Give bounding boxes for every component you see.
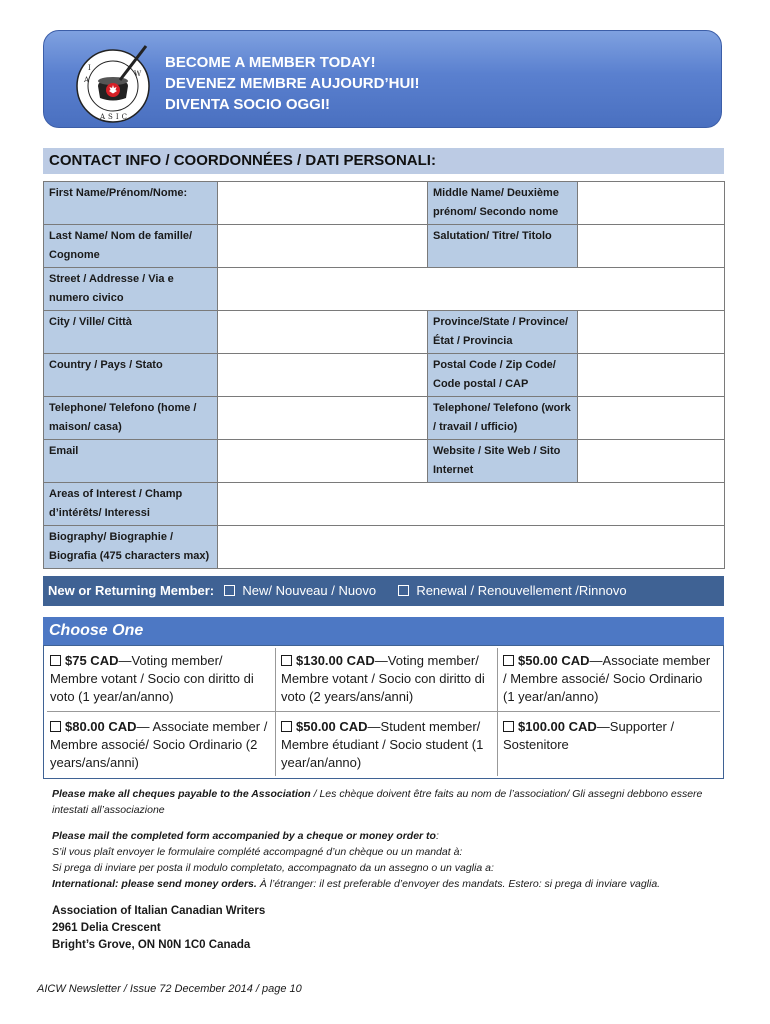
aicw-logo bbox=[70, 40, 156, 126]
mail-instructions bbox=[52, 828, 722, 892]
option-description: — Associate member / Membre associé/ Socio Ordinario (2 years/ans/anni) bbox=[50, 719, 268, 770]
mailing-address bbox=[52, 903, 265, 954]
telephone-home-field[interactable] bbox=[218, 397, 428, 440]
mail-note-fr: S’il vous plaît envoyer le formulaire complété accompagné d’un chèque ou un mandat à: bbox=[52, 846, 463, 858]
header-text bbox=[165, 52, 419, 115]
option-price: $80.00 CAD bbox=[65, 719, 137, 734]
option-checkbox[interactable] bbox=[503, 655, 514, 666]
member-type-label: New or Returning Member: bbox=[48, 583, 215, 598]
interests-field[interactable] bbox=[218, 483, 725, 526]
option-130-voting-2yr[interactable] bbox=[277, 648, 497, 710]
member-type-bar bbox=[43, 576, 724, 606]
svg-text:W: W bbox=[134, 70, 142, 78]
option-50-associate-1yr[interactable] bbox=[499, 648, 721, 710]
city-label: City / Ville/ Città bbox=[44, 311, 218, 354]
middle-name-label: Middle Name/ Deuxième prénom/ Secondo nome bbox=[428, 182, 578, 225]
last-name-field[interactable] bbox=[218, 225, 428, 268]
cheque-note-rest: / Les chèque doivent être faits au nom de l’association/ Gli assegni debbono essere intestati all’associazione bbox=[52, 788, 703, 816]
option-description: —Associate member / Membre associé/ Socio Ordinario (1 year/an/anno) bbox=[503, 653, 711, 704]
mail-note-bold: Please mail the completed form accompanied by a cheque or money order to bbox=[52, 830, 436, 842]
salutation-label: Salutation/ Titre/ Titolo bbox=[428, 225, 578, 268]
svg-text:A: A bbox=[84, 76, 90, 84]
country-field[interactable] bbox=[218, 354, 428, 397]
page-footer: AICW Newsletter / Issue 72 December 2014 / page 10 bbox=[37, 983, 302, 995]
first-name-label: First Name/Prénom/Nome: bbox=[44, 182, 218, 225]
address-line-3: Bright’s Grove, ON N0N 1C0 Canada bbox=[52, 939, 251, 951]
biography-field[interactable] bbox=[218, 526, 725, 569]
province-label: Province/State / Province/ État / Provincia bbox=[428, 311, 578, 354]
cheque-payable-note bbox=[52, 786, 722, 818]
header-line-it: DIVENTA SOCIO OGGI! bbox=[165, 96, 331, 113]
payment-instructions bbox=[52, 786, 722, 892]
postal-code-label: Postal Code / Zip Code/ Code postal / CAP bbox=[428, 354, 578, 397]
option-50-student-1yr[interactable] bbox=[277, 714, 497, 776]
city-field[interactable] bbox=[218, 311, 428, 354]
telephone-work-label: Telephone/ Telefono (work / travail / ufficio) bbox=[428, 397, 578, 440]
option-price: $75 CAD bbox=[65, 653, 119, 668]
website-field[interactable] bbox=[578, 440, 725, 483]
option-description: —Supporter / Sostenitore bbox=[503, 719, 675, 752]
country-label: Country / Pays / Stato bbox=[44, 354, 218, 397]
option-price: $50.00 CAD bbox=[296, 719, 368, 734]
email-field[interactable] bbox=[218, 440, 428, 483]
cheque-note-bold: Please make all cheques payable to the Association bbox=[52, 788, 311, 800]
option-checkbox[interactable] bbox=[281, 655, 292, 666]
option-80-associate-2yr[interactable] bbox=[46, 714, 274, 776]
telephone-home-label: Telephone/ Telefono (home / maison/ casa) bbox=[44, 397, 218, 440]
header-line-en: BECOME A MEMBER TODAY! bbox=[165, 54, 376, 71]
first-name-field[interactable] bbox=[218, 182, 428, 225]
option-price: $50.00 CAD bbox=[518, 653, 590, 668]
interests-label: Areas of Interest / Champ d’intérêts/ Interessi bbox=[44, 483, 218, 526]
address-line-1: Association of Italian Canadian Writers bbox=[52, 905, 266, 917]
header-line-fr: DEVENEZ MEMBRE AUJOURD’HUI! bbox=[165, 75, 420, 92]
salutation-field[interactable] bbox=[578, 225, 725, 268]
option-description: —Student member/ Membre étudiant / Socio student (1 year/an/anno) bbox=[281, 719, 484, 770]
website-label: Website / Site Web / Sito Internet bbox=[428, 440, 578, 483]
contact-section-title: CONTACT INFO / COORDONNÉES / DATI PERSONALI: bbox=[43, 148, 724, 174]
membership-options-grid bbox=[43, 645, 724, 779]
svg-text:ASIC: ASIC bbox=[100, 113, 130, 121]
biography-label: Biography/ Biographie / Biografia (475 characters max) bbox=[44, 526, 218, 569]
new-member-label: New/ Nouveau / Nuovo bbox=[242, 583, 377, 598]
option-75-voting-1yr[interactable] bbox=[46, 648, 274, 710]
option-price: $100.00 CAD bbox=[518, 719, 597, 734]
mail-note-colon: : bbox=[435, 830, 439, 842]
contact-form-table bbox=[43, 181, 725, 569]
middle-name-field[interactable] bbox=[578, 182, 725, 225]
street-field[interactable] bbox=[218, 268, 725, 311]
svg-text:I: I bbox=[88, 64, 91, 72]
intl-note-bold: International: please send money orders. bbox=[52, 878, 257, 890]
new-member-checkbox[interactable] bbox=[224, 585, 235, 596]
renewal-label: Renewal / Renouvellement /Rinnovo bbox=[416, 583, 627, 598]
option-checkbox[interactable] bbox=[50, 655, 61, 666]
mail-note-it: Si prega di inviare per posta il modulo completato, accompagnato da un assegno o un vaglia a: bbox=[52, 862, 494, 874]
option-100-supporter[interactable] bbox=[499, 714, 721, 758]
address-line-2: 2961 Delia Crescent bbox=[52, 922, 161, 934]
intl-note-rest: À l’étranger: il est preferable d’envoyer des mandats. Estero: si prega di inviare vaglia. bbox=[256, 878, 661, 890]
province-field[interactable] bbox=[578, 311, 725, 354]
postal-code-field[interactable] bbox=[578, 354, 725, 397]
option-checkbox[interactable] bbox=[50, 721, 61, 732]
email-label: Email bbox=[44, 440, 218, 483]
option-description: —Voting member/ Membre votant / Socio con diritto di voto (2 years/ans/anni) bbox=[281, 653, 485, 704]
option-description: —Voting member/ Membre votant / Socio con diritto di voto (1 year/an/anno) bbox=[50, 653, 254, 704]
choose-one-title: Choose One bbox=[43, 617, 724, 645]
renewal-checkbox[interactable] bbox=[398, 585, 409, 596]
street-label: Street / Addresse / Via e numero civico bbox=[44, 268, 218, 311]
option-checkbox[interactable] bbox=[503, 721, 514, 732]
option-checkbox[interactable] bbox=[281, 721, 292, 732]
telephone-work-field[interactable] bbox=[578, 397, 725, 440]
last-name-label: Last Name/ Nom de famille/ Cognome bbox=[44, 225, 218, 268]
option-price: $130.00 CAD bbox=[296, 653, 375, 668]
